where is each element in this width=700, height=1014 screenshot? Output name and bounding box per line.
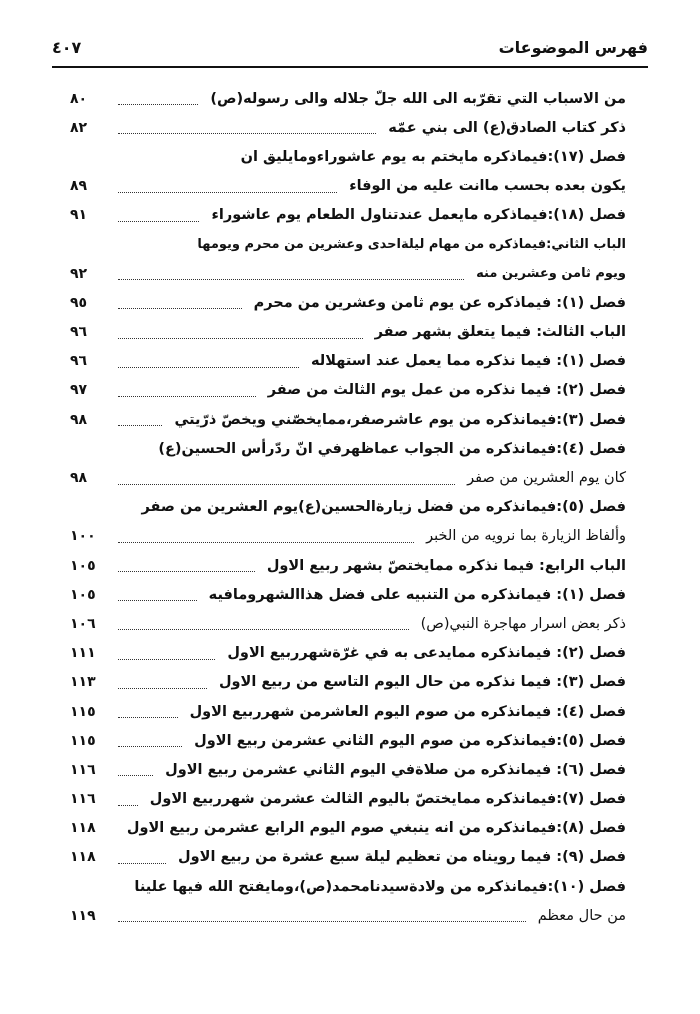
toc-entry <box>70 113 626 142</box>
entry-page-number: ٩٥ <box>70 294 88 311</box>
toc-entry <box>70 84 626 113</box>
dot-leader <box>118 688 207 689</box>
dot-leader <box>118 192 337 193</box>
dot-leader <box>118 308 242 309</box>
entry-page-number: ١٠٦ <box>70 615 96 632</box>
entry-title: فصل (٧):فيمانذكره ممايختصّ باليوم الثالث عشرمن شهرربيع الاول <box>149 791 626 808</box>
entry-page-number: ١١٥ <box>70 732 96 749</box>
page-number: ٤٠٧ <box>52 37 82 57</box>
entry-title: فصل (٤):فيمانذكره من الجواب عماظهرفي انّ ردّرأس الحسين(ع) <box>158 440 626 457</box>
toc-entry <box>70 318 626 347</box>
entry-title: الباب الرابع: فيما نذكره ممايختصّ بشهر ربيع الاول <box>266 557 626 574</box>
entry-title: فصل (١٠):فيمانذكره من ولادةسيدنامحمد(ص)،ومايفتح الله فيها علينا <box>134 878 626 895</box>
toc-entry <box>70 172 626 201</box>
entry-title: فصل (٩): فيما رويناه من تعظيم ليلة سبع عشرة من ربيع الاول <box>178 849 626 866</box>
entry-page-number: ١١٥ <box>70 703 96 720</box>
entry-title: فصل (١): فيماذكره عن يوم ثامن وعشرين من محرم <box>253 294 626 311</box>
toc-entry <box>70 551 626 580</box>
toc-entry <box>70 580 626 609</box>
toc-entry <box>70 201 626 230</box>
entry-page-number: ٩٦ <box>70 324 88 341</box>
dot-leader <box>118 717 178 718</box>
entry-title: ذكر بعض اسرار مهاجرة النبي(ص) <box>420 615 626 632</box>
header-title: فهرس الموضوعات <box>498 37 648 57</box>
toc-entry <box>70 405 626 434</box>
entry-title: يكون بعده بحسب ماانت عليه من الوفاء <box>349 178 626 195</box>
toc-entry <box>70 522 626 551</box>
entry-page-number: ١١٦ <box>70 761 96 778</box>
toc-entry <box>70 668 626 697</box>
toc-entry <box>70 434 626 463</box>
dot-leader <box>118 659 215 660</box>
entry-page-number: ٩٢ <box>70 265 88 282</box>
toc-entry <box>70 142 626 171</box>
running-header <box>52 30 648 64</box>
entry-title: فصل (١٧):فيماذكره مايختم به يوم عاشوراءومايليق ان <box>240 148 626 165</box>
entry-title: فصل (١٨):فيماذكره مايعمل عندتناول الطعام يوم عاشوراء <box>211 207 626 224</box>
entry-title: وألفاظ الزيارة بما نرويه من الخبر <box>426 528 626 545</box>
entry-title: ويوم ثامن وعشرين منه <box>476 266 626 282</box>
toc-entry <box>70 376 626 405</box>
toc-entry <box>70 726 626 755</box>
entry-title: فصل (٢): فيما نذكره من عمل يوم الثالث من صفر <box>267 382 626 399</box>
dot-leader <box>118 338 363 339</box>
toc-entry <box>70 259 626 288</box>
entry-page-number: ١٠٥ <box>70 586 96 603</box>
dot-leader <box>118 396 256 397</box>
dot-leader <box>118 863 166 864</box>
entry-title: فصل (٦): فيمانذكره من صلاةفي اليوم الثاني عشرمن ربيع الاول <box>165 761 626 778</box>
entry-title: فصل (٣): فيما نذكره من حال اليوم التاسع من ربيع الاول <box>218 674 626 691</box>
dot-leader <box>118 805 138 806</box>
entry-title: فصل (٣):فيمانذكره من يوم عاشرصفر،ممايخصّني ويخصّ ذرّيتي <box>174 411 626 428</box>
entry-title: من حال معظم <box>537 907 626 924</box>
entry-title: فصل (٤): فيمانذكره من صوم اليوم العاشرمن شهرربيع الاول <box>189 703 626 720</box>
entry-page-number: ١١٣ <box>70 674 96 691</box>
toc-entry <box>70 872 626 901</box>
entry-page-number: ٨٩ <box>70 178 88 195</box>
toc-entry <box>70 493 626 522</box>
dot-leader <box>118 104 198 105</box>
dot-leader <box>118 425 162 426</box>
entry-page-number: ٩٨ <box>70 470 88 487</box>
entry-title: من الاسباب التي تقرّبه الى الله جلّ جلاله والى رسوله(ص) <box>210 90 626 107</box>
dot-leader <box>118 367 299 368</box>
dot-leader <box>118 571 255 572</box>
entry-title: فصل (٢): فيمانذكره ممايدعى به في غرّةشهرربيع الاول <box>227 645 626 662</box>
toc-entry <box>70 755 626 784</box>
toc-entry <box>70 288 626 317</box>
dot-leader <box>118 746 182 747</box>
dot-leader <box>118 629 409 630</box>
toc-entry <box>70 347 626 376</box>
header-rule <box>52 66 648 68</box>
entry-page-number: ٩٦ <box>70 353 88 370</box>
dot-leader <box>118 484 455 485</box>
entry-title: فصل (٥):فيمانذكره من فضل زيارةالحسين(ع)يوم العشرين من صفر <box>141 499 626 516</box>
entry-title: فصل (٨):فيمانذكره من انه ينبغي صوم اليوم الرابع عشرمن ربيع الاول <box>126 820 626 837</box>
entry-title: فصل (٥):فيمانذكره من صوم اليوم الثاني عشرمن ربيع الاول <box>194 732 626 749</box>
table-of-contents <box>70 84 626 930</box>
entry-page-number: ٩٨ <box>70 411 88 428</box>
dot-leader <box>118 775 153 776</box>
dot-leader <box>118 133 376 134</box>
entry-title: الباب الثالث: فيما يتعلق بشهر صفر <box>374 324 626 341</box>
toc-entry <box>70 814 626 843</box>
toc-entry <box>70 901 626 930</box>
entry-page-number: ١١٨ <box>70 820 96 837</box>
entry-page-number: ١٠٠ <box>70 528 96 545</box>
entry-title: فصل (١): فيمانذكره من التنبيه على فضل هذاالشهرومافيه <box>208 586 626 603</box>
dot-leader <box>118 279 464 280</box>
dot-leader <box>118 221 199 222</box>
entry-page-number: ٨٢ <box>70 119 88 136</box>
toc-entry <box>70 463 626 492</box>
entry-page-number: ١١٨ <box>70 849 96 866</box>
entry-title: فصل (١): فيما نذكره مما يعمل عند استهلاله <box>311 353 626 370</box>
entry-page-number: ١١٩ <box>70 907 96 924</box>
toc-entry <box>70 609 626 638</box>
toc-entry <box>70 843 626 872</box>
dot-leader <box>118 542 414 543</box>
entry-title: ذكر كتاب الصادق(ع) الى بني عمّه <box>388 119 626 136</box>
dot-leader <box>118 600 197 601</box>
entry-title: الباب الثاني:فيماذكره من مهام ليلةاحدى وعشرين من محرم ويومها <box>197 237 626 253</box>
toc-entry <box>70 697 626 726</box>
toc-entry <box>70 230 626 259</box>
entry-page-number: ٨٠ <box>70 90 88 107</box>
entry-page-number: ٩٧ <box>70 382 88 399</box>
entry-page-number: ٩١ <box>70 207 88 224</box>
toc-entry <box>70 785 626 814</box>
dot-leader <box>118 921 526 922</box>
toc-entry <box>70 639 626 668</box>
entry-page-number: ١٠٥ <box>70 557 96 574</box>
entry-page-number: ١١١ <box>70 645 96 662</box>
entry-page-number: ١١٦ <box>70 791 96 808</box>
entry-title: كان يوم العشرين من صفر <box>467 470 626 487</box>
